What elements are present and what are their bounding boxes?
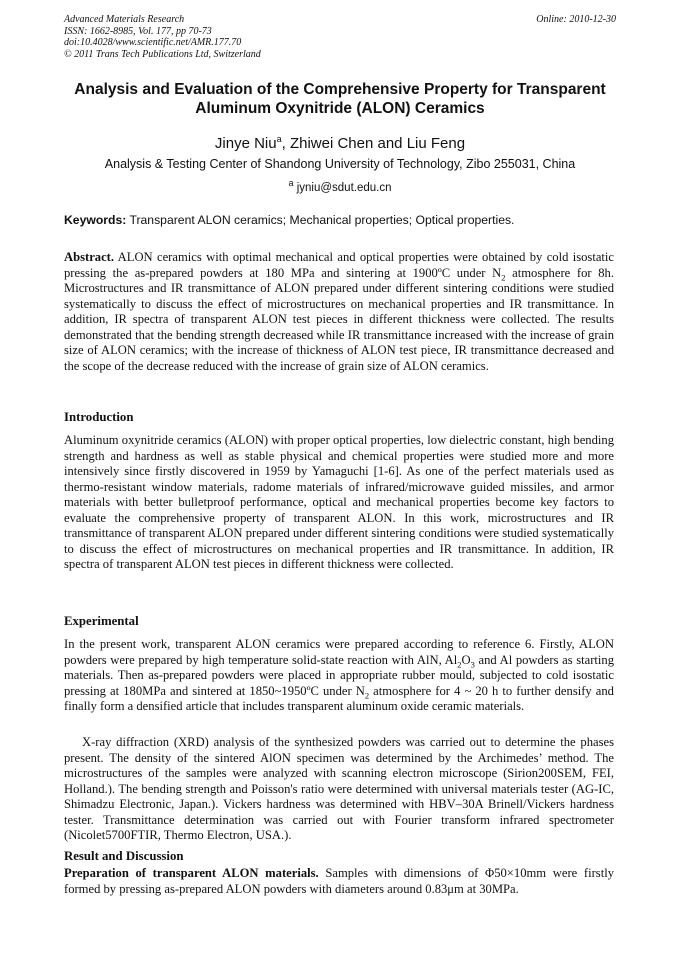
experimental-heading: Experimental <box>64 614 139 628</box>
abstract-subscript: 2 <box>501 272 506 283</box>
email-superscript: a <box>288 178 294 188</box>
introduction-paragraph: Aluminum oxynitride ceramics (ALON) with proper optical properties, low dielectric constant, high bending strength and hardness as well as stable physical and chemical properties were studied more and more intensively since firstly discovered in 1959 by Yamaguchi [1-6]. As one of the perfect materials used as thermo-resistant window materials, radome materials of infrared/microwave guided missiles, and armor materials with better bulletproof performance, optical and mechanical properties become key factors to evaluate the comprehensive property of transparent ALON. In this work, microstructures and IR transmittance of transparent ALON prepared under different sintering conditions were studied systematically to discuss the effect of microstructures on mechanical properties and IR transmittance. In addition, IR spectra of transparent ALON test pieces in different thickness were collected. <box>64 433 614 571</box>
results-heading: Result and Discussion <box>64 849 184 863</box>
results-text: Samples with dimensions of Φ50×10mm were firstly formed by pressing as-prepared ALON powders with diameters around 0.83μm at 30MPa. <box>64 866 614 896</box>
author-list <box>40 130 640 153</box>
other-authors: , Zhiwei Chen and Liu Feng <box>281 135 466 152</box>
author-1: Jinye Niu <box>214 135 277 152</box>
exp-text-c: and Al powders as starting materials. Then as-prepared powders were placed in appropriate rubber mould, subjected to cold isostatic pressing at 180MPa and sintered at 1850~1950ºC under N <box>64 652 614 698</box>
paper-title: Analysis and Evaluation of the Comprehensive Property for Transparent Aluminum Oxynitride (ALON) Ceramics <box>74 81 606 117</box>
results-paragraph <box>64 866 614 897</box>
online-date: Online: 2010-12-30 <box>536 14 616 25</box>
author-1-superscript: a <box>276 134 282 144</box>
publication-header <box>64 14 616 60</box>
email-address: jyniu@sdut.edu.cn <box>296 181 392 194</box>
experimental-paragraph-1 <box>64 637 614 715</box>
exp-subscript-2: 3 <box>470 659 475 670</box>
exp-text-a: In the present work, transparent ALON ceramics were prepared according to reference 6. Firstly, ALON powders were prepared by high temperature solid-state reaction with AlN, Al <box>64 637 614 667</box>
issn-line: ISSN: 1662-8985, Vol. 177, pp 70-73 <box>64 25 212 37</box>
keywords-label: Keywords: <box>64 213 127 227</box>
exp-subscript-1: 2 <box>457 659 462 670</box>
doi-line: doi:10.4028/www.scientific.net/AMR.177.70 <box>64 37 242 48</box>
keywords-text: Transparent ALON ceramics; Mechanical properties; Optical properties. <box>126 213 515 227</box>
abstract-text-1: ALON ceramics with optimal mechanical and optical properties were obtained by cold isostatic pressing the as-prepared powders at 180 MPa and sintering at 1900ºC under N <box>64 250 614 280</box>
abstract-paragraph <box>64 250 614 374</box>
results-subheading: Preparation of transparent ALON materials. <box>64 866 319 880</box>
keywords <box>64 213 616 228</box>
exp-subscript-3: 2 <box>364 690 370 701</box>
abstract-label: Abstract. <box>64 250 115 264</box>
exp-text-b: O <box>461 652 471 667</box>
copyright-line: © 2011 Trans Tech Publications Ltd, Switzerland <box>64 48 261 60</box>
contact-email <box>40 176 640 196</box>
journal-name: Advanced Materials Research <box>64 14 185 25</box>
experimental-paragraph-2: X-ray diffraction (XRD) analysis of the synthesized powders was carried out to determine the phases present. The density of the sintered AlON specimen was determined by the Archimedes’ method. The microstructures of the samples were analyzed with scanning electron microscope (Sirion200SEM, FEI, Holland.). The bending strength and Poisson's ratio were determined with universal materials tester (AG-IC, Shimadzu Electronic, Japan.). Vickers hardness was determined with HBV–30A Brinell/Vickers hardness tester. Transmittance determination was carried out with Fourier transform infrared spectrometer (Nicolet5700FTIR, Thermo Electron, USA.). <box>64 735 614 842</box>
abstract-text-2: atmosphere for 8h. Microstructures and IR transmittance of ALON prepared under different sintering conditions were studied systematically to discuss the effect of microstructures on mechanical properties and IR transmittance. In addition, IR spectra of transparent ALON test pieces in different thickness were collected. The results demonstrated that the bending strength decreased while IR transmittance increased with the increase of grain size of ALON ceramics; with the increase of thickness of ALON test piece, IR transmittance decreased and the scope of the decrease reduced with the increase of grain size of ALON ceramics. <box>64 265 615 373</box>
introduction-heading: Introduction <box>64 410 134 424</box>
exp-text-d: atmosphere for 4 ~ 20 h to further densify and finally form a densified article that includes transparent aluminum oxide ceramic materials. <box>64 683 614 713</box>
affiliation: Analysis & Testing Center of Shandong University of Technology, Zibo 255031, China <box>104 157 576 171</box>
